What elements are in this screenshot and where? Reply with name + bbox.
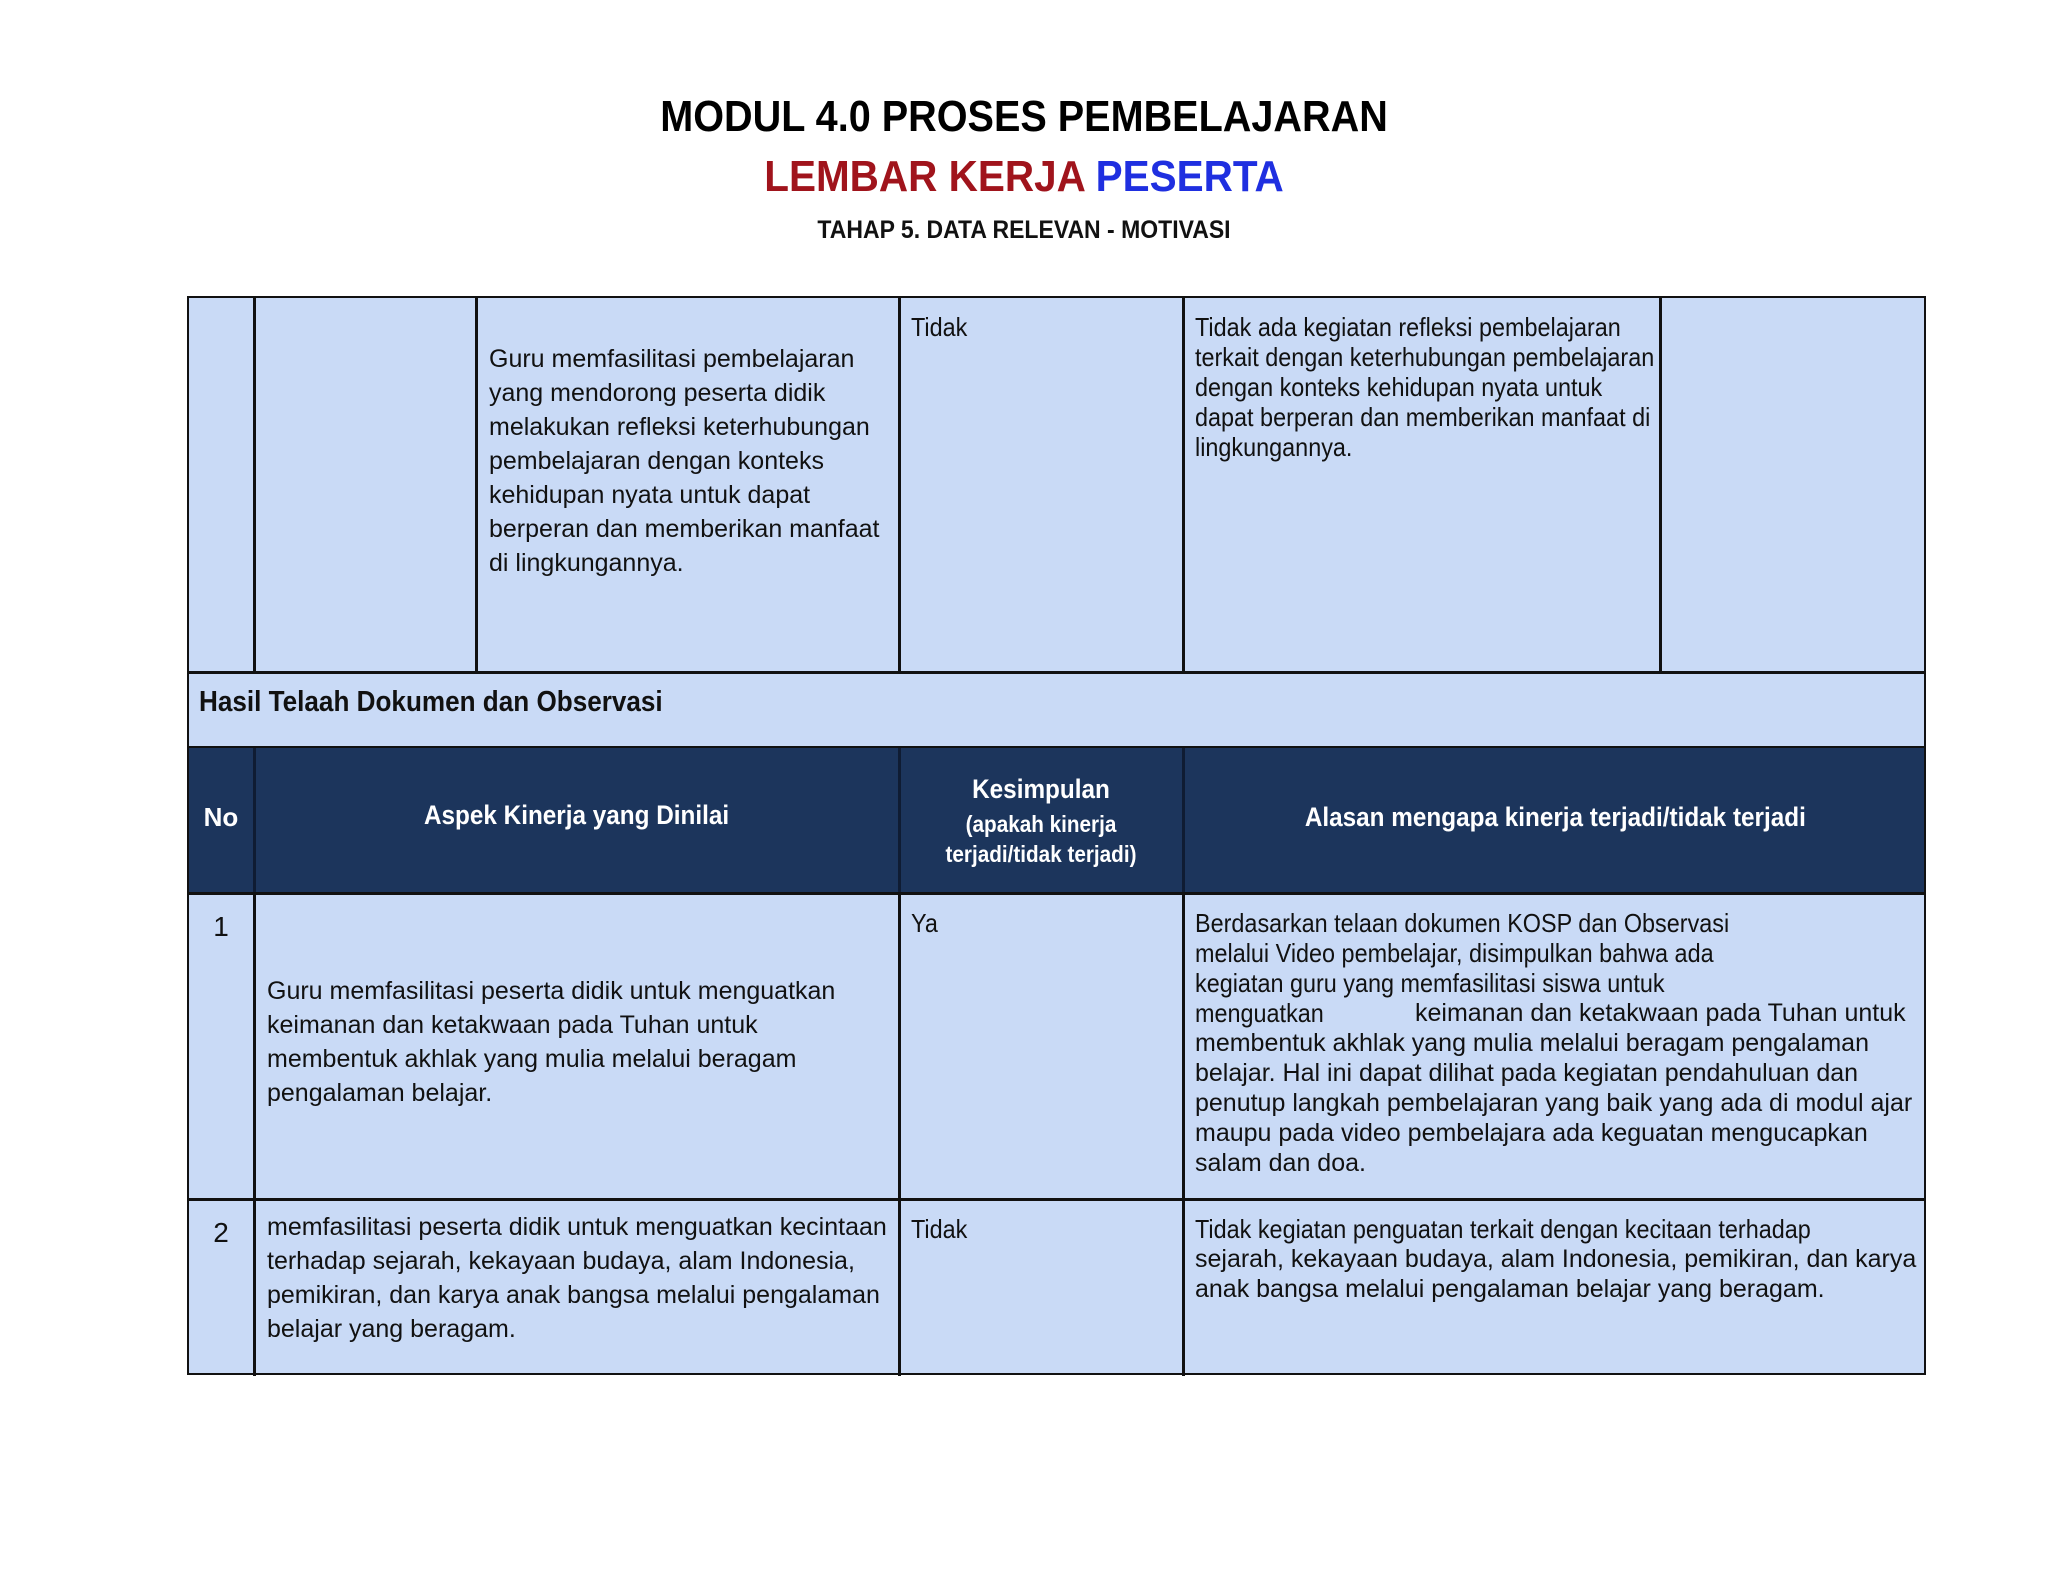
table-row-2-kesimpulan: Tidak	[911, 1214, 968, 1244]
table-row-1-no: 1	[213, 911, 229, 942]
assessment-table	[187, 296, 1926, 1375]
column-aspek	[255, 800, 898, 831]
column-kesimpulan-sub: (apakah kinerja terjadi/tidak terjadi)	[945, 811, 1137, 867]
column-kesimpulan-text: Kesimpulan	[972, 774, 1110, 804]
document-header	[0, 92, 2048, 245]
table-row-2-no: 2	[213, 1217, 229, 1248]
column-no: No	[203, 802, 239, 832]
table-header	[189, 748, 1924, 892]
table-row-2-alasan-part1: Tidak kegiatan penguatan terkait dengan kecitaan terhadap	[1195, 1214, 1811, 1244]
worksheet-title-part2: PESERTA	[1095, 152, 1284, 201]
section-title-text: Hasil Telaah Dokumen dan Observasi	[199, 686, 663, 718]
column-kesimpulan	[900, 774, 1182, 869]
worksheet-title-part1: LEMBAR KERJA	[764, 152, 1085, 201]
column-alasan	[1184, 802, 1926, 833]
table-row-1-alasan-part2: keimanan dan ketakwaan pada Tuhan untuk membentuk akhlak yang mulia melalui beragam pengalaman belajar. Hal ini dapat dilihat pada kegiatan pendahuluan dan penutup langkah pembelajaran yang baik yang ada di modul ajar maupu pada video pembelajara ada keguatan mengucapkan salam dan doa.	[1195, 999, 1913, 1177]
section-title	[199, 686, 714, 718]
top-row-kesimpulan: Tidak	[911, 312, 968, 342]
module-title: MODUL 4.0 PROSES PEMBELAJARAN	[660, 92, 1388, 141]
table-row-1-alasan	[1195, 908, 1919, 1178]
top-row-alasan	[1195, 312, 1655, 462]
table-row-2-alasan-part2: sejarah, kekayaan budaya, alam Indonesia, pemikiran, dan karya anak bangsa melalui pengalaman belajar yang beragam.	[1195, 1245, 1917, 1303]
column-aspek-text: Aspek Kinerja yang Dinilai	[423, 800, 730, 830]
top-row-aspek: Guru memfasilitasi pembelajaran yang mendorong peserta didik melakukan refleksi keterhubungan pembelajaran dengan konteks kehidupan nyata untuk dapat berperan dan memberikan manfaat di lingkungannya.	[489, 345, 880, 577]
table-row-2-aspek: memfasilitasi peserta didik untuk menguatkan kecintaan terhadap sejarah, kekayaan budaya, alam Indonesia, pemikiran, dan karya anak bangsa melalui pengalaman belajar yang beragam.	[267, 1213, 887, 1343]
table-row-1-alasan-part1: Berdasarkan telaan dokumen KOSP dan Observasi melalui Video pembelajar, disimpulkan bahwa ada kegiatan guru yang memfasilitasi siswa untuk menguatkan	[1195, 908, 1730, 1028]
stage-title: TAHAP 5. DATA RELEVAN - MOTIVASI	[817, 216, 1231, 244]
worksheet-title	[82, 152, 1966, 202]
table-row-1-aspek: Guru memfasilitasi peserta didik untuk menguatkan keimanan dan ketakwaan pada Tuhan untuk membentuk akhlak yang mulia melalui beragam pengalaman belajar.	[267, 977, 836, 1107]
column-alasan-text: Alasan mengapa kinerja terjadi/tidak terjadi	[1304, 802, 1806, 832]
table-row-1-kesimpulan: Ya	[911, 908, 938, 938]
table-row-2-alasan	[1195, 1214, 1919, 1304]
top-row-alasan-text: Tidak ada kegiatan refleksi pembelajaran terkait dengan keterhubungan pembelajaran dengan konteks kehidupan nyata untuk dapat berperan dan memberikan manfaat di lingkungannya.	[1195, 312, 1655, 462]
